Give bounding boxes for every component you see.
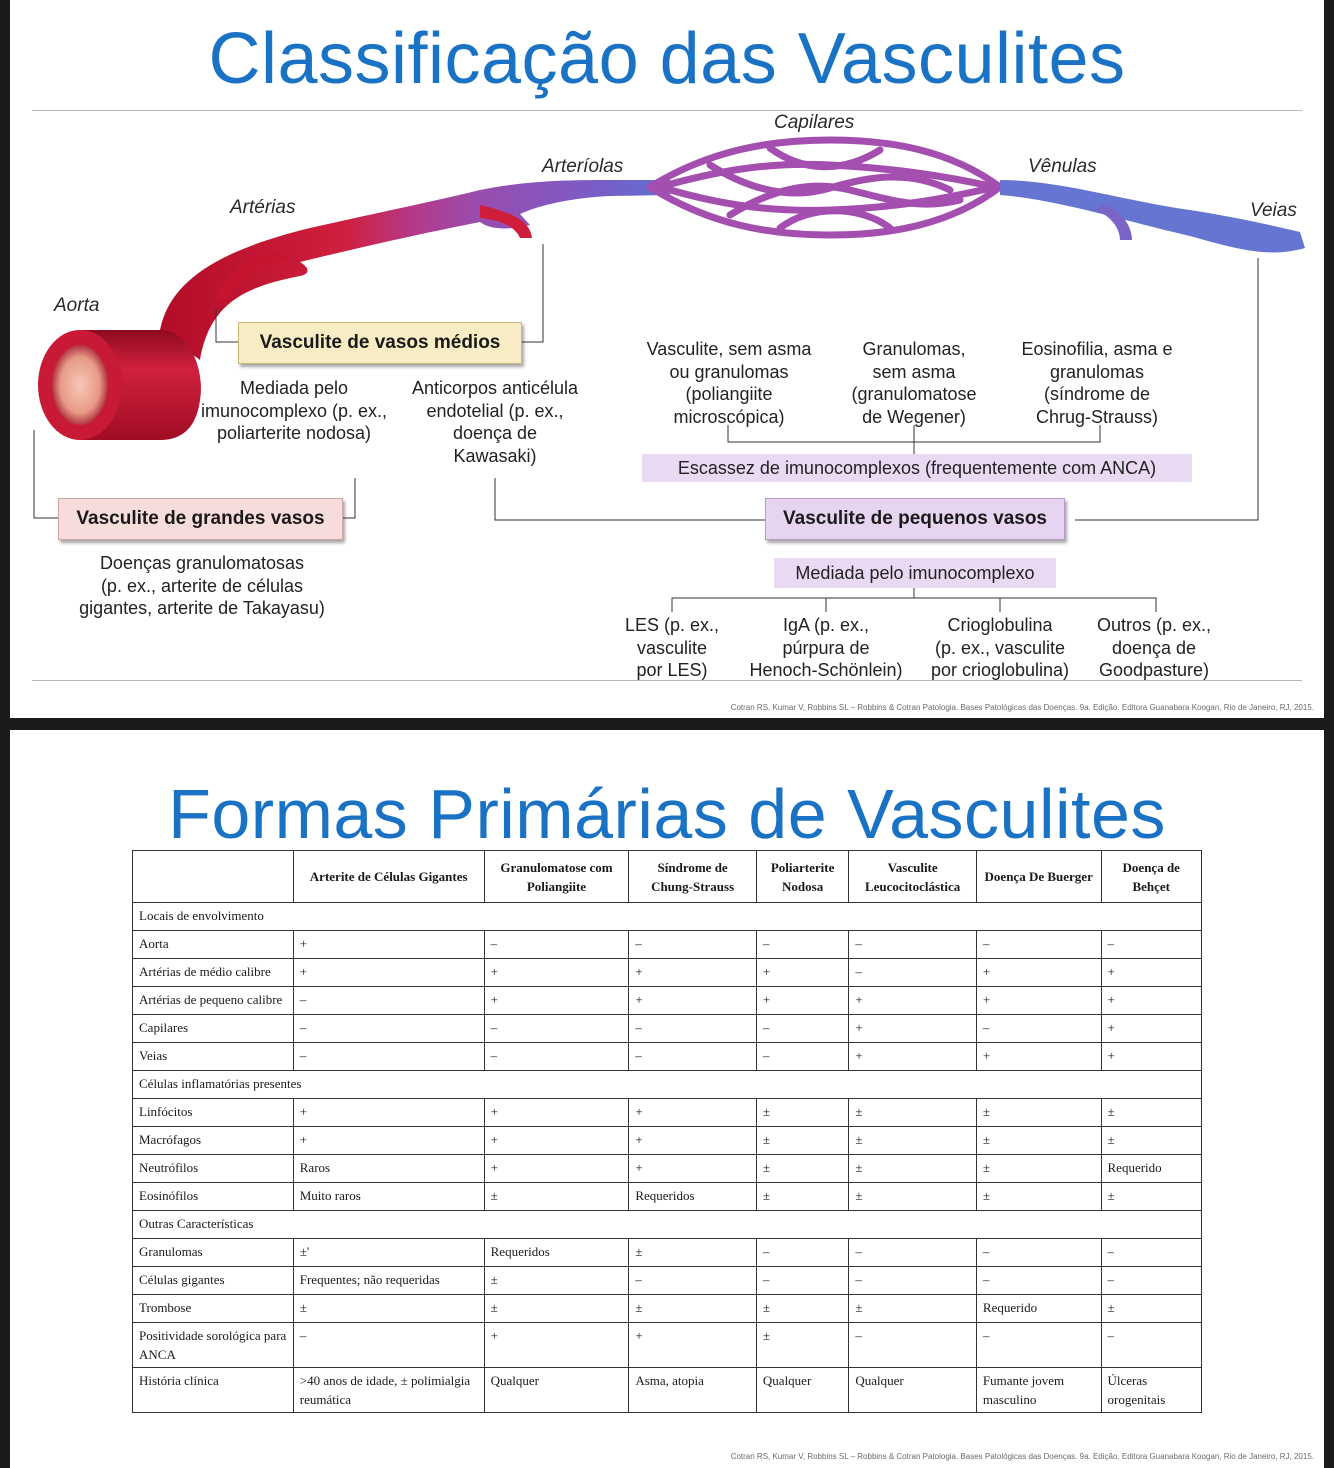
medium-antibodies: Anticorpos anticélula endotelial (p. ex., doença de Kawasaki) xyxy=(411,378,579,466)
table-cell: + xyxy=(629,1127,757,1155)
table-cell: – xyxy=(849,1267,977,1295)
table-cell: + xyxy=(629,1155,757,1183)
row-label: Capilares xyxy=(133,1015,294,1043)
table-cell: + xyxy=(293,931,484,959)
table-cell: Requerido xyxy=(1101,1155,1202,1183)
source-credit: Cotran RS, Kumar V, Robbins SL – Robbins & Cotran Patologia. Bases Patológicas das Doenças. 9a. Edição. Editora Guanabara Koogan, Rio de Janeiro, RJ, 2015. xyxy=(730,703,1314,712)
table-cell: – xyxy=(976,1239,1101,1267)
table-cell: – xyxy=(849,1239,977,1267)
table-cell: ± xyxy=(484,1183,629,1211)
row-label: Trombose xyxy=(133,1295,294,1323)
anca-band: Escassez de imunocomplexos (frequentemente com ANCA) xyxy=(642,454,1192,482)
source-credit: Cotran RS, Kumar V, Robbins SL – Robbins & Cotran Patologia. Bases Patológicas das Doenças. 9a. Edição. Editora Guanabara Koogan, Rio de Janeiro, RJ, 2015. xyxy=(730,1452,1314,1461)
table-cell: – xyxy=(849,959,977,987)
footer-divider xyxy=(32,680,1302,681)
row-label: Granulomas xyxy=(133,1239,294,1267)
table-cell: Raros xyxy=(293,1155,484,1183)
label-capilares: Capilares xyxy=(774,112,855,133)
table-cell: ± xyxy=(976,1155,1101,1183)
table-cell: ±' xyxy=(293,1239,484,1267)
table-cell: – xyxy=(976,931,1101,959)
table-cell: ± xyxy=(1101,1295,1202,1323)
table-cell: – xyxy=(484,931,629,959)
immune-complex-band: Mediada pelo imunocomplexo xyxy=(774,558,1056,588)
row-label: História clínica xyxy=(133,1368,294,1413)
slide-primary-forms xyxy=(10,730,1324,1468)
table-row xyxy=(133,1183,1202,1211)
label-venulas: Vênulas xyxy=(1028,156,1097,177)
table-cell: + xyxy=(484,1323,629,1368)
table-cell: ± xyxy=(756,1127,848,1155)
table-row xyxy=(133,1015,1202,1043)
table-cell: ± xyxy=(849,1155,977,1183)
table-cell: ± xyxy=(976,1099,1101,1127)
table-cell: ± xyxy=(1101,1099,1202,1127)
label-arteriolas: Arteríolas xyxy=(542,156,624,177)
table-cell: – xyxy=(756,931,848,959)
slide-classification xyxy=(10,0,1324,718)
vasculitis-table xyxy=(132,850,1202,1413)
anca-churg-strauss: Eosinofilia, asma e granulomas (síndrome de Chrug-Strauss) xyxy=(1021,339,1173,427)
table-cell: Frequentes; não requeridas xyxy=(293,1267,484,1295)
anca-microscopic-polyangiitis: Vasculite, sem asma ou granulomas (poliangiite microscópica) xyxy=(646,339,812,427)
table-row xyxy=(133,987,1202,1015)
table-cell: – xyxy=(484,1043,629,1071)
table-cell: + xyxy=(756,987,848,1015)
medium-immune-complex: Mediada pelo imunocomplexo (p. ex., poliarterite nodosa) xyxy=(200,378,388,443)
table-cell: ± xyxy=(629,1239,757,1267)
table-cell: + xyxy=(849,987,977,1015)
table-cell: Fumante jovem masculino xyxy=(976,1368,1101,1413)
table-cell: ± xyxy=(976,1127,1101,1155)
table-cell: + xyxy=(629,1323,757,1368)
small-others: Outros (p. ex., doença de Goodpasture) xyxy=(1096,615,1212,680)
table-cell: + xyxy=(629,987,757,1015)
table-cell: + xyxy=(484,1127,629,1155)
table-cell: ± xyxy=(849,1295,977,1323)
row-label: Linfócitos xyxy=(133,1099,294,1127)
table-cell: + xyxy=(849,1015,977,1043)
table-row xyxy=(133,931,1202,959)
section-row xyxy=(133,1211,1202,1239)
table-cell: – xyxy=(1101,931,1202,959)
row-label: Neutrófilos xyxy=(133,1155,294,1183)
header-cell: Arterite de Células Gigantes xyxy=(293,851,484,903)
table-cell: – xyxy=(293,987,484,1015)
row-label: Macrófagos xyxy=(133,1127,294,1155)
capillary-network xyxy=(650,140,1000,235)
table-cell: + xyxy=(293,1099,484,1127)
table-cell: ± xyxy=(293,1295,484,1323)
table-row xyxy=(133,1099,1202,1127)
table-cell: ± xyxy=(756,1323,848,1368)
table-cell: + xyxy=(484,959,629,987)
section-row xyxy=(133,903,1202,931)
table-cell: ± xyxy=(629,1295,757,1323)
table-cell: + xyxy=(1101,959,1202,987)
table-cell: ± xyxy=(849,1127,977,1155)
table-cell: – xyxy=(976,1267,1101,1295)
table-row xyxy=(133,1267,1202,1295)
table-cell: + xyxy=(629,959,757,987)
row-label: Veias xyxy=(133,1043,294,1071)
table-cell: ± xyxy=(976,1183,1101,1211)
header-cell: Granulomatose com Poliangiite xyxy=(484,851,629,903)
table-row xyxy=(133,1155,1202,1183)
table-cell: ± xyxy=(756,1295,848,1323)
table-cell: Qualquer xyxy=(849,1368,977,1413)
box-small-vessel: Vasculite de pequenos vasos xyxy=(765,498,1065,540)
section-title: Células inflamatórias presentes xyxy=(133,1071,1202,1099)
table-cell: – xyxy=(1101,1239,1202,1267)
table-cell: – xyxy=(484,1015,629,1043)
table-row xyxy=(133,1323,1202,1368)
table-cell: ± xyxy=(756,1099,848,1127)
table-cell: – xyxy=(629,931,757,959)
table-cell: >40 anos de idade, ± polimialgia reumática xyxy=(293,1368,484,1413)
aorta-lumen xyxy=(52,345,108,425)
table-cell: + xyxy=(484,1099,629,1127)
header-cell: Doença De Buerger xyxy=(976,851,1101,903)
row-label: Positividade sorológica para ANCA xyxy=(133,1323,294,1368)
table-cell: + xyxy=(1101,1015,1202,1043)
table-cell: Qualquer xyxy=(484,1368,629,1413)
table-cell: – xyxy=(976,1323,1101,1368)
table-cell: Requerido xyxy=(976,1295,1101,1323)
table-cell: + xyxy=(484,1155,629,1183)
header-cell: Vasculite Leucocitoclástica xyxy=(849,851,977,903)
table-cell: + xyxy=(976,1043,1101,1071)
small-iga: IgA (p. ex., púrpura de Henoch-Schönlein) xyxy=(749,615,903,680)
section-row xyxy=(133,1071,1202,1099)
table-cell: Úlceras orogenitais xyxy=(1101,1368,1202,1413)
table-cell: ± xyxy=(756,1155,848,1183)
table-cell: + xyxy=(976,987,1101,1015)
table-cell: ± xyxy=(1101,1127,1202,1155)
table-cell: – xyxy=(756,1043,848,1071)
table-cell: – xyxy=(849,931,977,959)
small-cryoglobulin: Crioglobulina (p. ex., vasculite por crioglobulina) xyxy=(930,615,1070,680)
label-aorta: Aorta xyxy=(54,295,100,316)
table-cell: Muito raros xyxy=(293,1183,484,1211)
header-cell xyxy=(133,851,294,903)
table-cell: Requeridos xyxy=(629,1183,757,1211)
table-cell: + xyxy=(293,1127,484,1155)
box-medium-vessel: Vasculite de vasos médios xyxy=(238,322,522,364)
table-cell: + xyxy=(1101,1043,1202,1071)
row-label: Aorta xyxy=(133,931,294,959)
section-title: Outras Características xyxy=(133,1211,1202,1239)
table-cell: ± xyxy=(484,1295,629,1323)
table-row xyxy=(133,1368,1202,1413)
table-cell: – xyxy=(629,1267,757,1295)
table-cell: – xyxy=(756,1267,848,1295)
table-cell: – xyxy=(1101,1323,1202,1368)
header-cell: Síndrome de Chung-Strauss xyxy=(629,851,757,903)
table-header-row xyxy=(133,851,1202,903)
table-cell: + xyxy=(629,1099,757,1127)
table-cell: – xyxy=(1101,1267,1202,1295)
table-cell: + xyxy=(293,959,484,987)
table-cell: Requeridos xyxy=(484,1239,629,1267)
row-label: Artérias de pequeno calibre xyxy=(133,987,294,1015)
table-cell: – xyxy=(756,1015,848,1043)
table-cell: – xyxy=(293,1015,484,1043)
box-large-vessel: Vasculite de grandes vasos xyxy=(58,498,343,540)
table-cell: – xyxy=(293,1043,484,1071)
section-title: Locais de envolvimento xyxy=(133,903,1202,931)
table-cell: ± xyxy=(1101,1183,1202,1211)
table-row xyxy=(133,1043,1202,1071)
table-cell: – xyxy=(849,1323,977,1368)
table-row xyxy=(133,1295,1202,1323)
table-cell: ± xyxy=(849,1183,977,1211)
small-les: LES (p. ex., vasculite por LES) xyxy=(624,615,720,680)
table-cell: + xyxy=(976,959,1101,987)
table-cell: – xyxy=(629,1015,757,1043)
anca-wegener: Granulomas, sem asma (granulomatose de Wegener) xyxy=(851,339,977,427)
table-cell: + xyxy=(756,959,848,987)
slide-title: Formas Primárias de Vasculites xyxy=(168,775,1166,853)
slide-title: Classificação das Vasculites xyxy=(208,19,1126,99)
large-granulomatous: Doenças granulomatosas (p. ex., arterite de células gigantes, arterite de Takayasu) xyxy=(79,553,325,618)
label-veias: Veias xyxy=(1250,200,1297,221)
table-cell: + xyxy=(1101,987,1202,1015)
row-label: Artérias de médio calibre xyxy=(133,959,294,987)
table-cell: ± xyxy=(756,1183,848,1211)
row-label: Células gigantes xyxy=(133,1267,294,1295)
table-cell: – xyxy=(756,1239,848,1267)
header-cell: Poliarterite Nodosa xyxy=(756,851,848,903)
header-cell: Doença de Behçet xyxy=(1101,851,1202,903)
table-cell: Asma, atopia xyxy=(629,1368,757,1413)
table-row xyxy=(133,1127,1202,1155)
table-cell: ± xyxy=(484,1267,629,1295)
table-cell: Qualquer xyxy=(756,1368,848,1413)
table-row xyxy=(133,959,1202,987)
row-label: Eosinófilos xyxy=(133,1183,294,1211)
table-cell: – xyxy=(629,1043,757,1071)
table-cell: – xyxy=(976,1015,1101,1043)
table-cell: – xyxy=(293,1323,484,1368)
table-cell: + xyxy=(849,1043,977,1071)
table-cell: + xyxy=(484,987,629,1015)
table-row xyxy=(133,1239,1202,1267)
table-cell: ± xyxy=(849,1099,977,1127)
label-arterias: Artérias xyxy=(230,197,296,218)
